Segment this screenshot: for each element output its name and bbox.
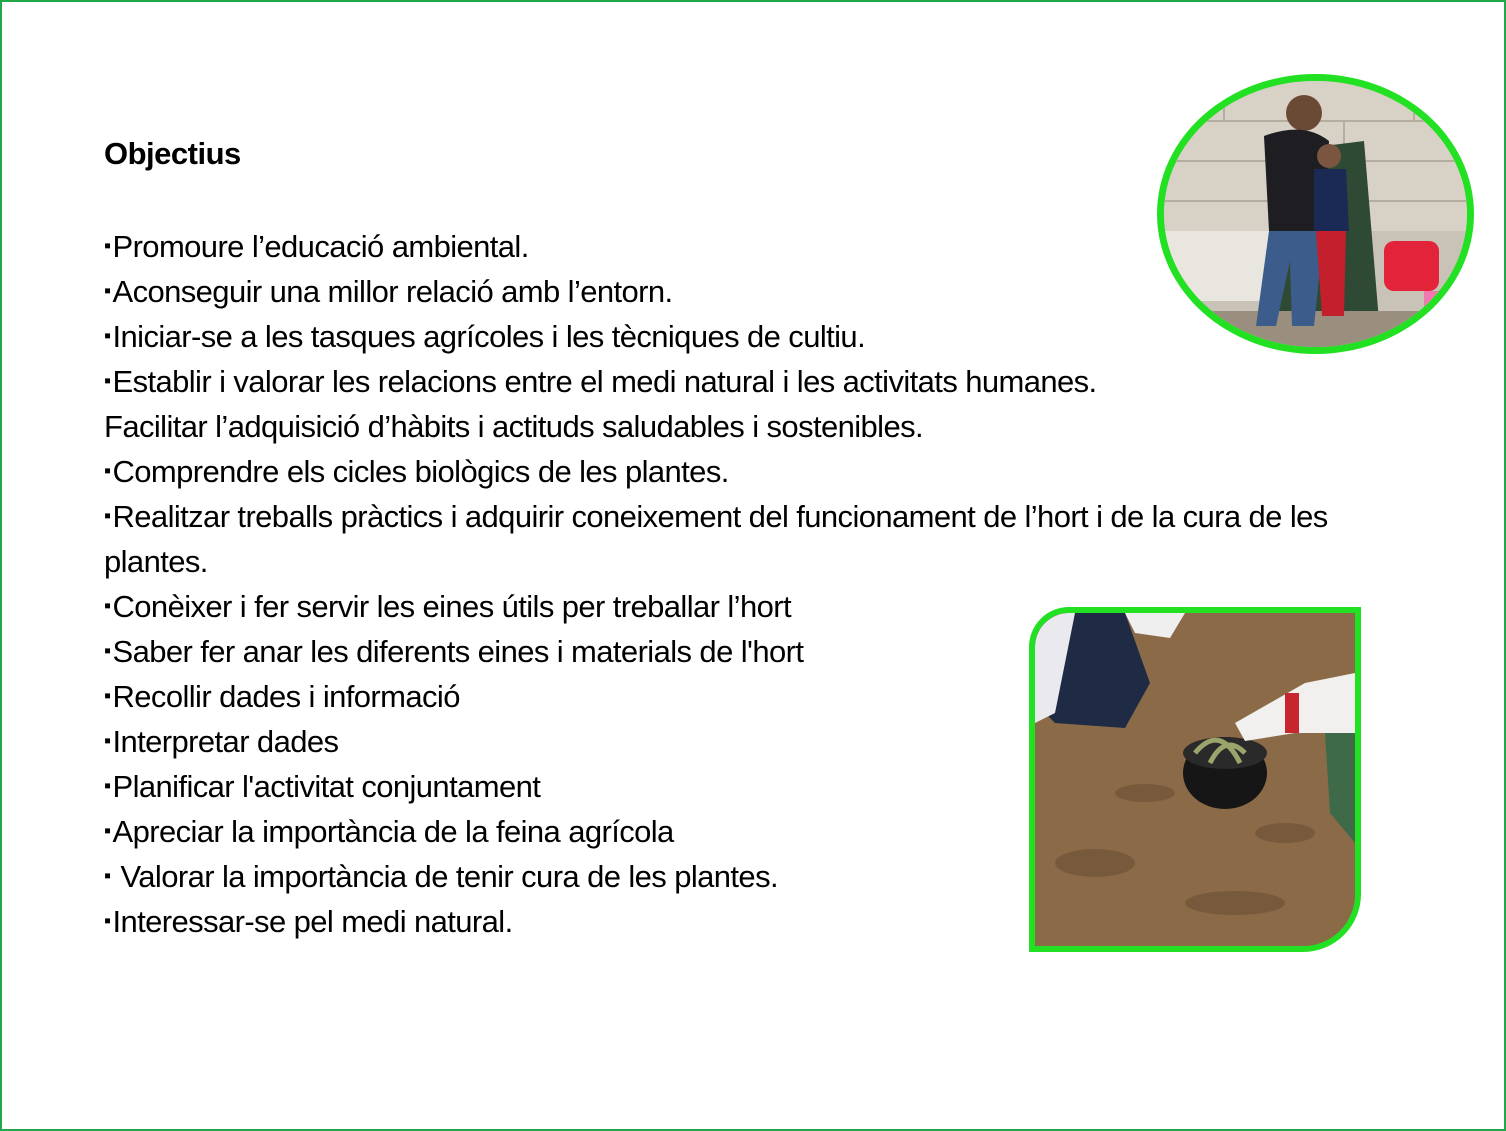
objective-item: ▪Interessar-se pel medi natural. <box>104 904 513 939</box>
planting-photo <box>1029 607 1361 952</box>
bullet-icon: ▪ <box>104 370 111 392</box>
objective-item: ▪Interpretar dades <box>104 724 339 759</box>
objective-item: ▪Promoure l’educació ambiental. <box>104 229 529 264</box>
bullet-icon: ▪ <box>104 460 111 482</box>
objective-item: ▪Establir i valorar les relacions entre el medi natural i les activitats humanes. <box>104 364 1097 399</box>
objective-item: ▪Iniciar-se a les tasques agrícoles i les tècniques de cultiu. <box>104 319 866 354</box>
compost-photo <box>1157 74 1474 354</box>
bullet-icon: ▪ <box>104 865 111 887</box>
bullet-icon: ▪ <box>104 325 111 347</box>
objective-item: ▪ Valorar la importància de tenir cura de les plantes. <box>104 859 778 894</box>
slide-title: Objectius <box>104 136 241 171</box>
bullet-icon: ▪ <box>104 775 111 797</box>
bullet-icon: ▪ <box>104 505 111 527</box>
bullet-icon: ▪ <box>104 685 111 707</box>
objective-item: ▪Conèixer i fer servir les eines útils per treballar l’hort <box>104 589 791 624</box>
objective-item: ▪Saber fer anar les diferents eines i materials de l'hort <box>104 634 804 669</box>
bullet-icon: ▪ <box>104 910 111 932</box>
bullet-icon: ▪ <box>104 235 111 257</box>
objective-item: ▪Realitzar treballs pràctics i adquirir coneixement del funcionament de l’hort i de la cura de les plantes. <box>104 499 1328 579</box>
objective-item: ▪Aconseguir una millor relació amb l’entorn. <box>104 274 673 309</box>
bullet-icon: ▪ <box>104 820 111 842</box>
bullet-icon: ▪ <box>104 595 111 617</box>
objective-item: ▪Planificar l'activitat conjuntament <box>104 769 541 804</box>
objective-item: ▪Apreciar la importància de la feina agrícola <box>104 814 674 849</box>
objective-item: ▪Recollir dades i informació <box>104 679 460 714</box>
bullet-icon: ▪ <box>104 730 111 752</box>
bullet-icon: ▪ <box>104 640 111 662</box>
objective-item: Facilitar l’adquisició d’hàbits i actituds saludables i sostenibles. <box>104 409 924 444</box>
bullet-icon: ▪ <box>104 280 111 302</box>
objective-item: ▪Comprendre els cicles biològics de les plantes. <box>104 454 729 489</box>
